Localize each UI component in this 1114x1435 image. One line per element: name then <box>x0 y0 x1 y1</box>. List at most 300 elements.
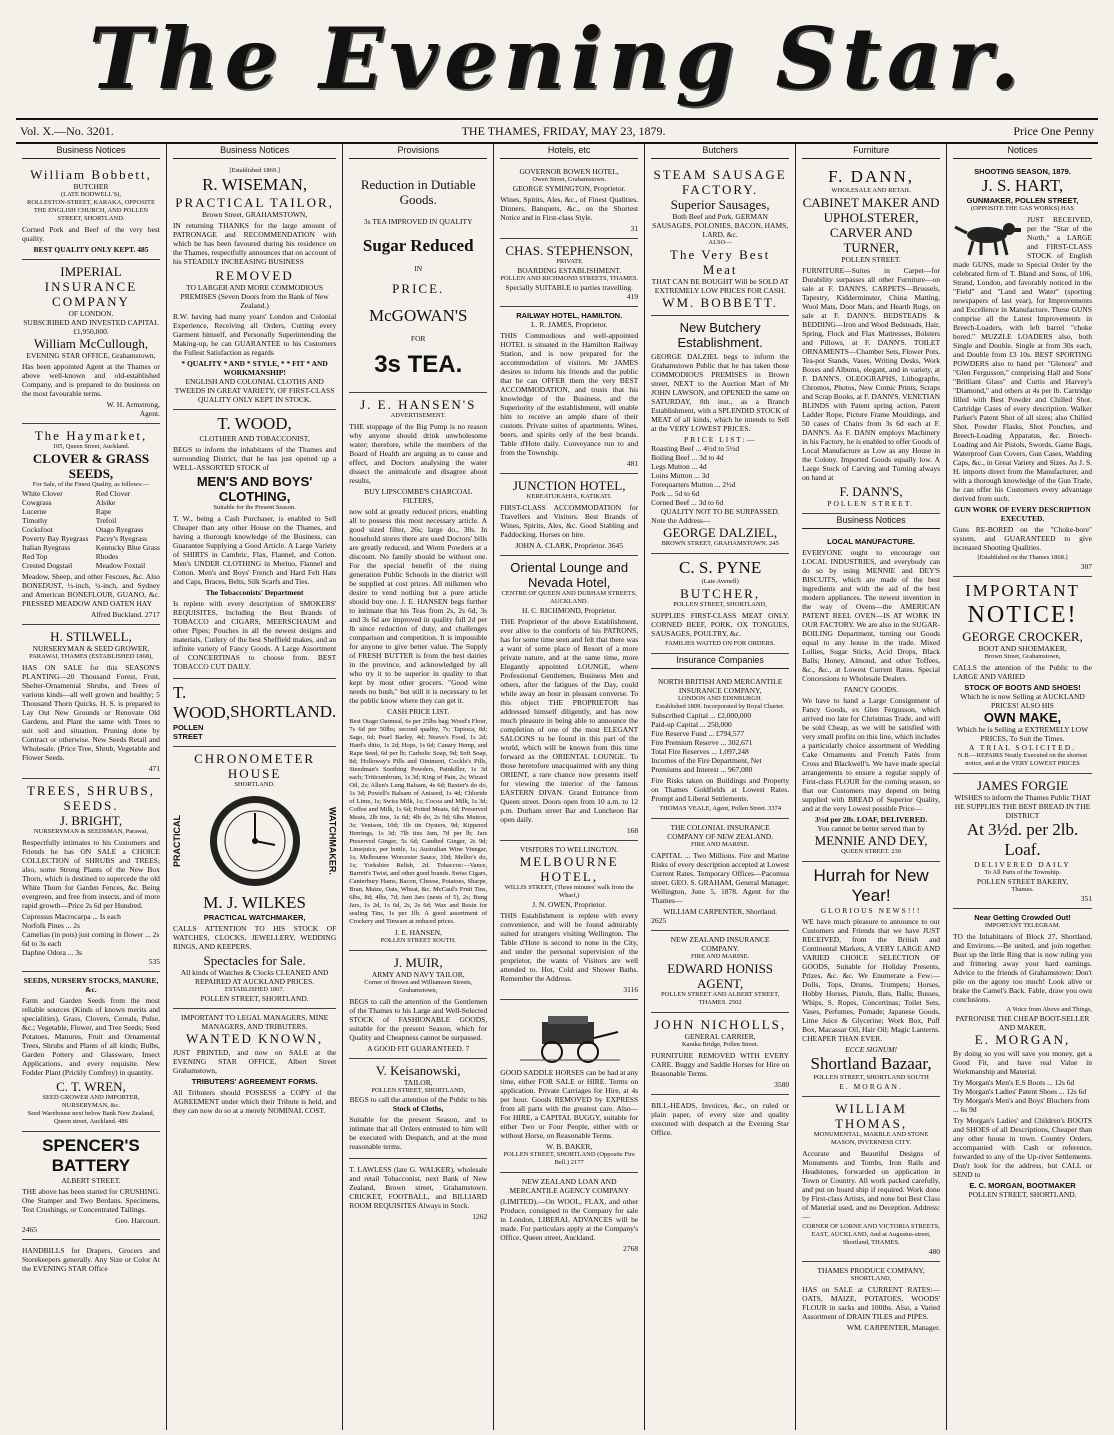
ad-body: THE stoppage of the Big Pump is no reason why anyone should drink unwholesome water; therefore, while the members of the Board of Health are arguing as to cause and effect, and Doctors analysing the water dissect the animalcule and disagree about results, <box>349 422 488 485</box>
ad-junction-hotel <box>500 474 638 556</box>
ad-oriental-lounge <box>500 556 638 841</box>
ad-name: Shortland Bazaar, <box>810 1054 932 1073</box>
ad-sub: GLORIOUS NEWS!!! <box>820 906 922 915</box>
seed-list-right <box>96 489 160 570</box>
ad-heading: STOCK OF BOOTS AND SHOES! <box>964 683 1081 692</box>
ad-william-thomas <box>802 1097 940 1262</box>
ad-signature: Geo. Harcourt. <box>115 1216 160 1225</box>
ad-signature: F. DANN'S, <box>839 484 903 499</box>
financial-item: Subscribed Capital ... £2,000,000 <box>651 711 752 720</box>
ad-thames-produce <box>802 1262 940 1337</box>
ad-line: IN <box>414 264 423 273</box>
ad-wood <box>173 410 336 679</box>
ad-name: T. WOOD, <box>217 414 292 433</box>
ad-name: C. S. PYNE <box>679 558 762 577</box>
price-list <box>953 1078 1092 1114</box>
ad-name: R. WISEMAN, <box>202 175 308 194</box>
ad-body: BEGS to call the attention of the Gentlemen of the Thames to his Large and Well-Selected STOCK of FASHIONABLE GOODS, suitable for the present Season, which for Quality and Cheapness cannot be surpassed. <box>349 997 488 1042</box>
ad-body: CALLS the attention of the Public to the LARGE AND VARIED <box>953 663 1092 681</box>
ad-established: Established 1809. Incorporated by Royal Charter. <box>655 703 785 710</box>
seed-item: Cowgrass <box>22 498 52 507</box>
ad-sub: ADVERTISEMENT. <box>390 412 446 419</box>
ad-address: POLLEN AND RICHMOND STREETS, THAMES. <box>500 275 639 282</box>
ad-name: E. C. MORGAN, BOOTMAKER <box>969 1181 1076 1190</box>
column-heading: Hotels, etc <box>500 144 638 159</box>
ad-footer: 31 <box>630 224 639 233</box>
ad-body: BEGS to call the attention of the Public to his <box>349 1095 487 1104</box>
ad-body: TO LARGER AND MORE COMMODIOUS PREMISES (Seven Doors from the Bank of New Zealand.) <box>180 283 329 310</box>
ad-signature: E. MORGAN. <box>839 1082 903 1091</box>
ad-footer: 419 <box>626 292 639 301</box>
ad-footer: 3116 <box>623 985 639 994</box>
ad-address: WILLIS STREET, (Three minutes' walk from the Wharf,) <box>504 884 634 899</box>
ad-address: POLLEN STREET. <box>841 255 901 264</box>
ad-body: R.W. having had many years' London and Colonial Experience, Receiving all Orders, Cutting every Garment himself, and Personally Superintending the Making-up, he can GUARANTEE to his Customers the Fullest Satisfaction as regards <box>172 312 337 357</box>
ad-line: Sugar Reduced <box>362 236 474 255</box>
ad-address: EVENING STAR OFFICE, Grahamstown, <box>26 351 156 360</box>
ad-proprietor: JOHN A. CLARK, Proprietor. 3645 <box>515 541 624 550</box>
price-item: Try Morgan's Men's E.S Boots ... 12s 6d <box>953 1078 1075 1087</box>
ad-name: M. J. WILKES <box>203 893 306 912</box>
ad-name: William McCullough, <box>33 336 149 351</box>
ad-footer: Agent. <box>139 409 160 418</box>
ad-address: Owen Street, Grahamstown. <box>532 176 606 183</box>
ad-name: W. B. BAKER, <box>546 1142 593 1151</box>
masthead <box>0 0 1114 118</box>
ad-body: FIRST-CLASS ACCOMMODATION for Travellers and Visitors. Best Brands of Wines, Spirits, Ales, &c. Good Stabling and Paddocking. Horses on hire. <box>500 503 639 539</box>
column-6 <box>796 144 947 1430</box>
ad-heading: FANCY GOODS. <box>843 685 899 694</box>
ad-heading: SPENCER'S BATTERY <box>42 1136 140 1175</box>
ad-body: Is replete with every description of SMOKERS' REQUISITES, Including the Best Brands of TOBACCO and CIGARS, MEERSCHAUM and other Pipes; Pouches in all the newest designs and materials, Cutlery of the best Sheffield makes, and an infinite variety of Fancy Goods. A Large Assortment of CONCERTINAS to choose from. BEST TOBACCO CUT DAILY. <box>172 599 337 671</box>
ad-trade: TAILOR, <box>403 1078 433 1087</box>
ad-address: Brown Street, GRAHAMSTOWN, <box>201 210 308 219</box>
ad-heading: MEN'S AND BOYS' CLOTHING, <box>196 474 313 504</box>
ad-heading: LOCAL MANUFACTURE. <box>827 537 915 546</box>
ad-sausage-factory <box>651 163 789 316</box>
column-2 <box>167 144 343 1430</box>
ad-address: Brown Street, Grahamstown, <box>984 653 1061 660</box>
ad-address: POLLEN STREET, SHORTLAND. <box>968 1190 1077 1199</box>
ad-name: T. WOOD, <box>172 683 231 722</box>
ad-address: POLLEN STREET AND ALBERT STREET, THAMES. 2502 <box>661 991 780 1006</box>
ad-heading: IMPORTANT <box>965 581 1080 600</box>
ad-dann <box>802 163 940 514</box>
ad-trade: PRACTICAL TAILOR, <box>175 195 334 210</box>
ad-name: J. S. HART, <box>981 176 1064 195</box>
ad-stilwell <box>22 625 160 779</box>
ad-wren <box>22 972 160 1132</box>
ad-heading: OWN MAKE, <box>983 710 1062 725</box>
ad-footer: 3580 <box>774 1080 790 1089</box>
ad-body: You cannot be better served than by <box>817 824 925 833</box>
ad-side-label: WATCHMAKER. <box>327 807 338 875</box>
ad-line: SUBSCRIBED AND INVESTED CAPITAL £1,950,000. <box>23 318 159 336</box>
price-item: Try Morgan's Ladies' Patent Shoes ... 12s 6d <box>953 1087 1087 1096</box>
ad-body: THIS Establishment is replete with every convenience, and will be found admirably suited for strangers visiting Wellington. The Table d'Hote is second to none in the City, and under the personal supervision of the proprietor, the wants of Visitors are well attended to. Hot, Cold and Shower Baths. Remember the Address. <box>500 911 639 983</box>
seed-item: Rhodes <box>95 552 119 561</box>
column-heading: Business Notices <box>802 514 940 529</box>
ad-side-label: PRACTICAL <box>171 815 182 867</box>
ad-sub: (Late Avenell) <box>701 578 739 585</box>
ad-proprietor: L. R. JAMES, Proprietor. <box>530 320 608 329</box>
ad-heading: * QUALITY * AND * STYLE, * * FIT * AND WORKMANSHIP! <box>181 359 328 377</box>
seed-item: White Clover <box>22 489 63 498</box>
ad-sub: Suitable for the Present Season. <box>213 504 296 511</box>
ad-heading: NEW ZEALAND LOAN AND MERCANTILE AGENCY COMPANY <box>509 1177 629 1195</box>
place-date: THE THAMES, FRIDAY, MAY 23, 1879. <box>461 123 666 138</box>
ad-body: T. LAWLESS (late G. WALKER), wholesale and retail Tobacconist, next Bank of New Zealand, Brown street, Grahamstown. CRICKET, FOOTBALL, and BILLIARD ROOM REQUISITES Always in Stock. <box>349 1165 488 1210</box>
ad-lawless <box>349 1159 487 1226</box>
ad-sub: For Sale, of the Finest Quality, as follows:— <box>32 481 150 488</box>
ad-colonial-insurance <box>651 819 789 931</box>
ad-name: WILLIAM THOMAS, <box>834 1101 908 1131</box>
column-heading: Business Notices <box>173 144 336 159</box>
column-7 <box>947 144 1098 1430</box>
ad-body: Farm and Garden Seeds from the most reliable sources (Kinds of known merits and specialities), Grass, Clovers, Cereals, Pulse, &c.; Vegetable, Flower, and Tree Seeds; Seed Potatoes, Manures, Fruit and Ornamental Trees, Shrubs and Plants of all kinds; Bulbs, Garden Pottery and Glassware, Insect Applications, and every requisite. New Fodder Plant (Prickly Comfrey) in quantity. <box>22 996 160 1077</box>
ad-heading: CHRONOMETER HOUSE <box>194 751 316 781</box>
ad-tributers <box>173 1009 336 1122</box>
ad-sub: (OPPOSITE THE GAS WORKS) HAS <box>970 205 1075 212</box>
ad-price: 3½d per 2lb. LOAF, DELIVERED. <box>815 815 928 824</box>
ad-heading: VISITORS TO WELLINGTON. <box>520 845 619 854</box>
price-item: Forequarters Mutton ... 2½d <box>651 480 736 489</box>
price-item: Corned Beef ... 3d to 6d <box>651 498 724 507</box>
ad-body: Corned Pork and Beef of the very best quality. <box>22 225 160 243</box>
ad-body: Specially SUITABLE to parties travelling. <box>505 283 633 292</box>
ad-trade: GENERAL CARRIER, <box>684 1032 756 1041</box>
ad-body: QUALITY NOT TO BE SURPASSED. <box>660 507 780 516</box>
ad-address: POLLEN STREET. <box>827 499 915 508</box>
ad-place: SHORTLAND. <box>230 702 337 721</box>
ad-wood-shortland <box>173 679 336 747</box>
ad-sub: IMPORTANT TELEGRAM. <box>984 922 1061 929</box>
ad-footer: 480 <box>928 1247 941 1256</box>
ad-footer: 535 <box>148 957 160 966</box>
ad-body: HAS on SALE at CURRENT RATES:— OATS, MAIZE, POTATOES, WOODS' FLOUR in sacks and 100lbs. Also, a Varied Assortment of DRAIN TILES and PIPES. <box>802 1285 941 1321</box>
seed-item: Trefoil <box>95 516 117 525</box>
ad-body: CALLS ATTENTION TO HIS STOCK OF WATCHES, CLOCKS, JEWELLERY, WEDDING RINGS, AND KEEPERS. <box>172 924 337 951</box>
ad-heading: A TRIAL SOLICITED. <box>969 743 1077 752</box>
ad-body: All kinds of Watches & Clocks CLEANED AND REPAIRED AT AUCKLAND PRICES. <box>180 968 329 986</box>
ad-body: Both Beef and Pork. GERMAN SAUSAGES, POLONIES, BACON, HAMS, LARD, &c. <box>652 212 789 239</box>
financial-item: Paid-up Capital ... 250,000 <box>651 720 732 729</box>
ad-line: McGOWAN'S <box>369 306 468 325</box>
ad-heading: CASH PRICE LIST. <box>387 707 450 716</box>
ad-line: 3s TEA. <box>374 351 463 378</box>
ad-heading: STEAM SAUSAGE FACTORY. <box>653 167 787 197</box>
ad-body: ENGLISH AND COLONIAL CLOTHS AND TWEEDS IN GREAT VARIETY, OF FIRST-CLASS QUALITY ONLY KEPT IN STOCK. <box>174 377 335 404</box>
ad-muir <box>349 951 487 1059</box>
ad-address: KEREATUKAHIA, KATIKATI. <box>526 493 612 500</box>
ad-heading: Spectacles for Sale. <box>203 953 306 968</box>
column-5 <box>645 144 796 1430</box>
ad-trade: NURSERYMAN & SEEDSMAN, Parawai, <box>33 828 149 835</box>
ad-trade: SEED GROWER AND IMPORTER, NURSERYMAN, &c. <box>42 1094 140 1109</box>
ad-sub: (LATE BODWELL'S), <box>60 191 121 198</box>
ad-trade: PRACTICAL WATCHMAKER, <box>203 913 306 922</box>
price-item: Boiling Beef ... 3d to 4d <box>651 453 724 462</box>
ad-also: ALSO— <box>708 239 732 246</box>
ad-footer: 471 <box>148 764 160 773</box>
ad-address: Karaka Bridge, Pollen Street. <box>681 1041 759 1048</box>
ad-trade: CLOTHIER AND TOBACCONIST, <box>199 434 310 443</box>
financial-item: Fire Reserve Fund ... £794,577 <box>651 729 745 738</box>
ad-body: Which he is Selling at EXTREMELY LOW PRICES, To Suit the Times. <box>956 725 1089 743</box>
ad-sub: To All Parts of the Township. <box>984 869 1061 876</box>
seed-item: Otago Ryegrass <box>95 525 144 534</box>
ad-body: FURNITURE REMOVED WITH EVERY CARE. Buggy and Saddle Horses for Hire on Reasonable Terms. <box>651 1051 790 1078</box>
price-item: Try Morgan's Men's and Boys' Bluchers from ... 6s 9d <box>953 1096 1090 1114</box>
financial-item: Fire Premium Reserve ... 302,671 <box>651 738 753 747</box>
ad-heading: The Very Best Meat <box>670 247 771 277</box>
ad-name: J. E. HANSEN'S <box>360 397 477 412</box>
ad-heading: PRICE LIST:— <box>684 435 757 444</box>
ad-body: EVERYONE ought to encourage our LOCAL INDUSTRIES, and everybody can do so by using MENNIE and DEY'S BISCUITS, which are made of the best ingredients and with the aid of the best modern appliances. The newest invention in the way of Ovens—the AMERICAN PATENT REEL OVEN—IS AT WORK IN OUR FACTORY. We are also in the SUGAR-BOILING Department, turning out Goods equal to any house in the trade. Mixed Lollies, Sugar Sticks, Acid Drops, Black Balls; Honey, Almond, and other Toffees, &c., &c., at Lowest Current Rates. Special Concessions to Wholesale Dealers. <box>802 548 941 683</box>
column-heading: Notices <box>953 144 1092 159</box>
ad-pyne <box>651 554 789 654</box>
ad-name: CHAS. STEPHENSON, <box>505 243 633 258</box>
ad-body: Suitable for the present Season, and to intimate that all Orders entrusted to him will be executed with Despatch, and at the most reasonable terms. <box>349 1115 488 1151</box>
ad-footer: 2625 <box>651 916 667 925</box>
price-list <box>22 912 160 957</box>
ad-name: The Haymarket, <box>34 428 148 443</box>
ad-established: [Established 1869.] <box>229 167 280 174</box>
ad-sub: FIRE AND MARINE. <box>690 953 750 960</box>
ad-nz-insurance <box>651 931 789 1013</box>
ad-body: Respectfully intimates to his Customers and Friends he has ON SALE a CHOICE COLLECTION of SHRUBS and TREES; also, some Strong Plants of the New Box Thorn, which is destined to supercede the old White Thorn for Garden Fences, &c. Being evergreen, and free from insects, and of more rapid growth—Price 2s 6d per Hundred. <box>22 838 160 910</box>
ad-trade: CABINET MAKER AND UPHOLSTERER, CARVER AND TURNER, <box>802 195 940 255</box>
ad-body: THE Proprietor of the above Establishment, ever alive to the comforts of his PATRONS, has for some time seen and felt that there was a want of some place of Resort of a more private nature, and at the same time, more Elegantly appointed LOUNGE, where Professional Gentlemen, Business Men and others, after the fatigues of the Day, could while away an hour in pleasant converse. To this object THE PROPRIETOR has addressed himself diligently, and has now much pleasure in being able to announce the completion of one of the most ELEGANT SALOONS to be found in this part of the world, which will be known from this time forward as the ORIENTAL LOUNGE. To those heretofore unacquainted with any thing ORIENT, a rare chance now presents itself for viewing the interior of the famous EASTERN DIVAN. Grand Entrance from Queen street. Doors open from 10 a.m. to 12 p.m. Durham street Bar and Luncheon Bar open daily. <box>500 617 639 824</box>
ad-body: IN returning THANKS for the large amount of PATRONAGE and RECOMMENDATION with which he has been favoured during his residence on the Thames, respectfully announces that on account of his STEADILY INCREASING BUSINESS <box>172 221 337 266</box>
price-item: Daphne Odora ... 3s <box>22 948 82 957</box>
ad-governor-bowen <box>500 163 638 239</box>
ad-heading: BUY LIPSCOMBE'S CHARCOAL FILTERS, <box>364 487 473 505</box>
ad-body: GOOD SADDLE HORSES can be had at any time, either FOR SALE or HIRE. Terms on application. Private Carriages for Hire, at 4s per hour. Goods REMOVED by EXPRESS from all parts with the greatest care. Also—For HIRE, a CAPITAL BUGGY, suitable for either Two or Four People, either with or without Horse, on Reasonable Terms. <box>500 1068 639 1140</box>
ad-line: IMPERIAL <box>60 264 122 279</box>
ad-line: 3s TEA IMPROVED IN QUALITY <box>363 217 473 226</box>
ad-address: CORNER OF LORNE AND VICTORIA STREETS, EAST, AUCKLAND, And at Augustus-street, Shortland, THAMES. <box>802 1223 940 1246</box>
ad-trade: NURSERYMAN & SEED GROWER, <box>32 644 150 653</box>
ad-haymarket <box>22 424 160 625</box>
ad-name: GOVERNOR BOWEN HOTEL, <box>519 167 619 176</box>
ad-footer: 2768 <box>623 1244 639 1253</box>
ad-baker-livery <box>500 1000 638 1173</box>
ad-north-british <box>651 673 789 819</box>
column-heading: Insurance Companies <box>651 654 789 669</box>
ad-signature: Alfred Buckland. 2717 <box>90 610 160 619</box>
ad-sub: PRIVATE <box>556 258 583 265</box>
ad-note: N.B.—REPAIRS Neatly Executed on the shortest notice, and at the VERY LOWEST PRICES <box>957 752 1088 767</box>
seed-item: Lucerne <box>22 507 47 516</box>
ad-body: SUPPLIES FIRST-CLASS MEAT ONLY. CORNED BEEF, PORK, OX TONGUES, SAUSAGES, POULTRY, &c. <box>651 611 790 638</box>
ad-nicholls <box>651 1013 789 1095</box>
ad-bill-heads <box>651 1095 789 1144</box>
ad-address: Corner of Brown and Williamson Streets, Grahamstown, <box>364 979 473 994</box>
ad-name: JOHN NICHOLLS, <box>654 1017 787 1032</box>
ad-footer: BEST QUALITY ONLY KEPT. 485 <box>33 245 149 254</box>
ad-name: William Bobbett, <box>30 167 152 182</box>
ad-proprietor: GEORGE SYMINGTON, Proprietor. <box>512 184 626 193</box>
ad-body: (LIMITED).—On WOOL, FLAX, and other Produce, consigned to the Company for sale in London, LIBERAL ADVANCES will be made. For particulars apply at the Company's Office, Queen street, Auckland. <box>500 1197 639 1242</box>
ad-body: JUST PRINTED, and now on SALE at the EVENING STAR OFFICE, Albert Street Grahamstown, <box>172 1048 337 1075</box>
ad-heading: WANTED KNOWN, <box>185 1031 324 1046</box>
ad-footer: 307 <box>1080 562 1092 571</box>
ad-sub: Superior Sausages, <box>670 197 770 212</box>
ad-line: FOR <box>410 334 426 343</box>
ad-name: Oriental Lounge and Nevada Hotel, <box>510 560 629 590</box>
seed-item: Poverty Bay Ryegrass <box>22 534 89 543</box>
ad-body: JUST RECEIVED, per the "Star of the North," a LARGE and FIRST-CLASS STOCK of English made GUNS, made to Special Order by the celebrated firm of T. Bland and Sons, of 106, Strand, London, and favorably noticed in the "Field" and "Land and Water" (sporting newspapers of last year), for Improvements and Excellence in Manufacture. These GUNS comprise all the Latest Improvements in Breech-Loaders, with left barrel "choke bored." MUZZLE LOADERS also, both Single and Double. Single at from 30s each, and Double from £3 10s. BEST SPORTING POWDERS also to hand per "Glenora" and "Glen Fergusson," comprising Hall and Sons' "Brilliant Glass" and Curtis and Harvey's "Diamond," and others at 4s per lb. Cartridge filled with Best Powder and Chilled Shot. Cartridge Cases of every description. Walker Parker's Patent Shot of all sizes; also Chilled Shot. Powder Flasks, Shot Pouches, and Breech-Loading Apparatus, &c. Breech-Loading and Air Pistols, Swords, Game Bags, Waterproof Gun Covers, Gun Cases, Wadding Caps, &c., in Great Variety and Sizes. As J. S. H. imports direct from the Manufacturer, and with a thorough knowledge of the Gun Trade, he can offer his Customers every advantage derived from such. <box>953 215 1092 503</box>
ad-footer: 351 <box>1080 894 1092 903</box>
ad-note: Note the Address— <box>651 516 711 525</box>
ad-name: H. STILWELL, <box>50 629 132 644</box>
ad-mcgowans <box>349 163 487 393</box>
ad-heading: Near Getting Crowded Out! <box>974 913 1071 922</box>
seed-item: Crested Dogstail <box>22 561 73 570</box>
ad-address: POLLEN STREET BAKERY, <box>976 877 1069 886</box>
ad-name: J. BRIGHT, <box>59 813 123 828</box>
ad-body: TO the Inhabitants of Block 27, Shortland, and Environs.—Be united, and join together. Bust up the little Ring that is now ruling you and frittering away your hard earnings. Advice to the friends of Grahamstown: Don't pile on the agony too much! Look alive or brake the Camel's Back. Fable, draw you own conclusions. <box>953 932 1092 1004</box>
ad-signature: W. H. Armstrong, <box>106 400 160 409</box>
ad-body: Wines, Spirits, Ales, &c., of Finest Qualities. Dinners, Banquets, &c., on the Shortest Notice and in First-class Style. <box>500 195 639 222</box>
ad-established: ESTABLISHED 1867. <box>224 986 285 993</box>
ad-agent: EDWARD HONISS AGENT, <box>667 961 774 991</box>
ad-imperial-insurance <box>22 260 160 424</box>
ad-proprietor: H. C. RICHMOND, Proprietor. <box>521 606 617 615</box>
ad-name: GEORGE DALZIEL, <box>663 525 778 540</box>
ad-body: FURNITURE—Suites in Carpet—for Durability surpasses all other Furniture—on sale at F. DANN'S. CARPETS—Brussels, Tapestry, Kidderminster, China Matting, Wool Mats, Door Mats, and Hearth Rugs, on sale at F. DANN'S. BEDSTEADS & BEDDING—Iron and Wood Bedsteads, Hair, Spring, Flock and Flax Mattresses, Bolsters and Pillows, at F. DANN'S. TOILET ORNAMENTS—Chamber Sets, Flower Pots, Tea-pot Stands, Vases, Writing Desks, Work Boxes and Albums, elegant, and in variety, at F. DANN'S. OLEOGRAPHS, Lithographs, Chromos, Photos, New Comic Prints, Scraps and Scrap Books, at F. DANN'S. VENETIAN BLINDS with Patent spring action, Patent Ladder Rope, Picture Frame Mouldings, and 50 cases of Chairs from 3s 6d each at F. DANN'S. As F. DANN employs Machinery in his Factory, he is enabled to offer Goods of Local Manufacture as Low as any House in the Colony. Imported Goods equally low. A Large Stock of Carving and Turning always on hand at <box>802 266 941 482</box>
price-item: Loins Mutton ... 3d <box>651 471 710 480</box>
price-item: Cupressus Macrocarpa ... Is each <box>22 912 121 921</box>
ad-address: SHORTLAND, <box>850 1275 892 1282</box>
column-1 <box>16 144 167 1430</box>
ad-heading: GUN WORK OF EVERY DESCRIPTION EXECUTED. <box>954 505 1091 523</box>
ad-dalziel <box>651 316 789 554</box>
ad-footer: FAMILIES WAITED ON FOR ORDERS. <box>665 640 776 647</box>
ad-trade: BUTCHER <box>73 182 109 191</box>
column-4 <box>494 144 645 1430</box>
ad-address: CENTRE OF QUEEN AND DURHAM STREETS, AUCKLAND. <box>501 590 637 605</box>
ad-address: POLLEN STREET, SHORTLAND (Opposite Fire Bell.) 2177 <box>503 1151 635 1166</box>
ad-body: Has been appointed Agent at the Thames or above well-known and old-established Company, and is prepared to do business on the most favourable terms. <box>22 362 160 398</box>
seed-item: Pacey's Ryegrass <box>95 534 148 543</box>
ad-trade: ARMY AND NAVY TAILOR, <box>371 970 465 979</box>
clock-illustration <box>173 789 336 893</box>
ad-name: J. MUIR, <box>393 955 443 970</box>
ad-signature: THOMAS VEALE, Agent, Pollen Street. 3374 <box>659 805 782 812</box>
ad-name: THAMES PRODUCE COMPANY, <box>817 1266 925 1275</box>
seed-item: Italian Ryegrass <box>22 543 71 552</box>
ad-address: ALBERT STREET. <box>61 1176 121 1185</box>
ad-line: Goods. <box>399 192 437 207</box>
ad-address: ROLLESTON-STREET, KARAKA, OPPOSITE THE ENGLISH CHURCH, AND POLLEN STREET, SHORTLAND. <box>26 199 155 222</box>
financial-item: Incomes of the Fire Department, Net Premiums and Interest ... 967,080 <box>651 756 762 774</box>
seed-item: Rape <box>95 507 112 516</box>
financial-item: Total Fire Reserves ... 1,097,248 <box>651 747 749 756</box>
ad-handbills <box>22 1240 160 1280</box>
ad-body: We have to hand a Large Consignment of Fancy Goods, ex Glen Fergusson, which arrived too late for Christmas Trade, and will be sold Cheap, as we will be satisfied with very small profits on this line, which includes a particularly choice assortment of Wedding Cake Ornaments and French Fatés from Cross and Blackwell's. We have made special arrangements to ensure a regular supply of First-class FLOUR for the coming season, so that our Customers may depend on being supplied with BREAD of Superior Quality, and at the very Lowest possible Price— <box>802 696 941 813</box>
columns <box>16 144 1098 1430</box>
column-3 <box>343 144 494 1430</box>
ad-trade: BOOT AND SHOEMAKER, <box>978 644 1067 653</box>
ad-name: NEW ZEALAND INSURANCE COMPANY. <box>670 935 770 953</box>
financial-list <box>651 711 789 774</box>
ad-body: Accurate and Beautiful Designs of Monuments and Tombs, Iron Rails and Headstones, forwarded on application in Town or Country. All work packed carefully, and put on board ship if required. Work done by First-class Artists, and none but Best Class of Material used, and no Deception. Address:— <box>802 1149 941 1221</box>
ad-heading: BOARDING ESTABLISHMENT. <box>517 266 622 275</box>
ad-body: Fire Risks taken on Buildings and Property on Thames Goldfields at Lowest Rates. Prompt and Liberal Settlements. <box>651 776 790 803</box>
ad-body: THAT CAN BE BOUGHT Will be SOLD AT EXTREMELY LOW PRICES FOR CASH. <box>651 277 789 295</box>
price: Price One Penny <box>1013 123 1094 138</box>
seed-item: Red Top <box>22 552 48 561</box>
ad-body: BILL-HEADS, Invoices, &c., on ruled or plain paper, of every size and quality executed with despatch at the Evening Star Office. <box>651 1101 790 1137</box>
ad-sub: FIRE AND MARINE. <box>690 841 750 848</box>
ad-body: BEGS to inform the inhabitants of the Thames and surrounding District, that he has just opened up a WELL-ASSORTED STOCK of <box>172 445 337 472</box>
ad-line: PRICE. <box>392 281 445 296</box>
ad-morgan-boots <box>953 909 1092 1204</box>
ad-address: QUEEN STREET. 230 <box>841 848 902 855</box>
ad-address: POLLEN STREET <box>172 723 204 741</box>
ad-line: OF LONDON. <box>68 309 114 318</box>
ad-address: POLLEN STREET, SHORTLAND. <box>200 994 309 1003</box>
ad-heading: PATRONISE THE CHEAP BOOT-SELLER AND MAKER, <box>955 1014 1090 1032</box>
ad-body: By doing so you will save you money, get a Good Fit, and have real Value in Workmanship and Material. <box>953 1049 1092 1076</box>
ad-name: F. DANN, <box>828 167 915 186</box>
ad-proprietor: J. N. OWEN, Proprietor. <box>532 900 607 909</box>
ad-name: GEORGE CROCKER, <box>962 629 1083 644</box>
ad-body: now sold at greatly reduced prices, enabling all to possess this most necessary article. A good sized filter, 26s; large do., 30s. In household stores there are used Doctors' bills are greatly reduced, and Worm Powders at a discount. No family should be without one. For the special benefit of the rising generation Public Schools in the district will be supplied at cost prices. All milkmen who desire to vend nothing but a pure article should buy one. J. E. HANSEN begs further to intimate that his Teas from 2s, 2s 6d, 3s and 3s 6d are improved in quality full 2d per lb since reduction of duty, and challenges comparison and competition. It is impossible for anyone to give better value. The Supply of FRESH BUTTER is from the best dairies in the province, and acknowledged by all who try it to be superior in quality to that kept by most other grocers. "Good wine needs no bush," but still it is necessary to let the public know where they can get it. <box>349 507 488 705</box>
ad-body: THE above has been started for CRUSHING. One Stamper and Two Berdans. Specimens, Test Crushings, or Concentrated Tailings. <box>22 1187 160 1214</box>
ad-body: All Tributers should POSSESS a COPY of the AGREEMENT under which their Tribute is held, and they can now do so at a merely NOMINAL COST. <box>172 1088 337 1115</box>
volume-number: Vol. X.—No. 3201. <box>20 123 114 138</box>
ad-heading: SEEDS, NURSERY STOCKS, MANURE, &c. <box>23 976 159 994</box>
ad-heading: SHOOTING SEASON, 1879. <box>974 167 1071 176</box>
ad-address: POLLEN STREET SOUTH. <box>380 937 456 944</box>
ad-body: T. W., being a Cash Purchaser, is enabled to Sell Cheaper than any other House on the Thames, and having a thorough knowledge of the Business, can Guarantee Supplying a Good Article. A Large Variety of SHIRTS in Cambric, Flax, Flannel, and Cotton. Men's UNDER CLOTHING in Merino, Flannel and Cotton. Men's and Boys' French and Hard Felt Hats and Caps, Braces, Belts, Silk Scarfs and Ties. <box>172 514 337 586</box>
ad-address: POLLEN STREET, SHORTLAND SOUTH <box>813 1074 929 1081</box>
ad-heading: TREES, SHRUBS, SEEDS. <box>26 783 155 813</box>
ad-footer: 1262 <box>472 1212 488 1221</box>
price-item: Roasting Beef ... 4½d to 5½d <box>651 444 740 453</box>
price-item: Pork ... 5d to 6d <box>651 489 700 498</box>
seed-item: Cocksfoot <box>22 525 53 534</box>
column-heading: Butchers <box>651 144 789 159</box>
ad-body: WISHES to inform the Thames Public THAT HE SUPPLIES THE BEST BREAD IN THE DISTRICT <box>954 793 1091 820</box>
seed-item: Timothy <box>22 516 48 525</box>
price-list <box>651 444 789 507</box>
ad-name: MELBOURNE HOTEL, <box>519 854 619 884</box>
ad-name: E. MORGAN, <box>974 1032 1071 1047</box>
ad-body: Which he is now Selling at AUCKLAND PRICES! ALSO HIS <box>960 692 1085 710</box>
ad-heading: Hurrah for New Year! <box>813 866 929 905</box>
seed-item: Kentucky Blue Grass <box>95 543 160 552</box>
newspaper-title: The Evening Star. <box>88 9 1026 108</box>
ad-heading: TRIBUTERS' AGREEMENT FORMS. <box>191 1077 318 1086</box>
ad-body: CAPITAL ... Two Millions. Fire and Marine Risks of every description accepted at Lowest Current Rates. Temporary Offices—Pacomua street. GEO. S. GRAHAM, General Manager. Wellington, June 5, 1878. Agent for the Thames— <box>651 851 790 905</box>
ad-bright <box>22 779 160 972</box>
seed-list <box>22 489 160 570</box>
ad-spencers-battery <box>22 1132 160 1240</box>
ad-name: NORTH BRITISH AND MERCANTILE INSURANCE COMPANY, <box>657 677 783 695</box>
ad-name: WM. BOBBETT. <box>662 295 779 310</box>
ad-footer: 168 <box>626 826 639 835</box>
ad-nz-loan <box>500 1173 638 1258</box>
ad-railway-hotel <box>500 307 638 474</box>
column-heading: Provisions <box>349 144 487 159</box>
ad-name: MENNIE AND DEY, <box>814 833 928 848</box>
ad-footer: A GOOD FIT GUARANTEED. 7 <box>367 1044 470 1053</box>
ad-address: PARAWAI, THAMES (ESTABLISHED 1868), <box>29 653 153 660</box>
